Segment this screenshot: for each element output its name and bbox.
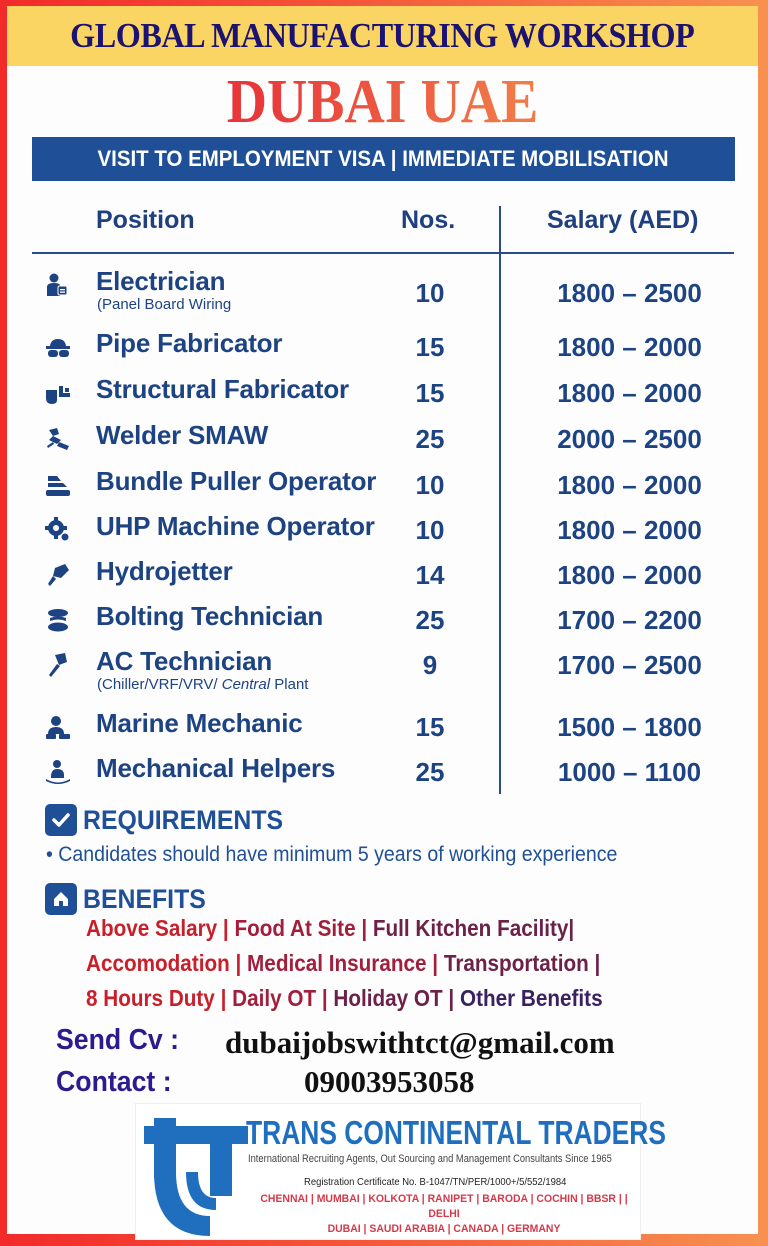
position-salary: 1700 – 2500 bbox=[557, 650, 702, 680]
requirement-item: • Candidates should have minimum 5 years of working experience bbox=[46, 843, 618, 866]
ac-tool-icon bbox=[45, 652, 71, 678]
email-link[interactable]: dubaijobswithtct@gmail.com bbox=[225, 1025, 615, 1060]
position-count: 9 bbox=[422, 650, 438, 680]
position-name: Electrician bbox=[96, 266, 226, 296]
position-count: 10 bbox=[415, 515, 445, 545]
position-name: Pipe Fabricator bbox=[96, 328, 283, 358]
position-name: Marine Mechanic bbox=[96, 708, 303, 738]
note-text: (Chiller/VRF/VRV/ bbox=[97, 676, 222, 693]
table-row bbox=[7, 266, 758, 313]
mechanic-icon bbox=[45, 714, 71, 740]
benefit-item: Accomodation | bbox=[86, 950, 248, 976]
position-count: 15 bbox=[415, 712, 445, 742]
position-count: 25 bbox=[415, 605, 445, 635]
table-row bbox=[7, 466, 758, 506]
pipe-icon bbox=[45, 334, 71, 360]
note-italic-text: Central bbox=[221, 676, 271, 693]
position-name: Hydrojetter bbox=[96, 556, 233, 586]
visa-banner bbox=[32, 137, 735, 181]
benefits-line bbox=[86, 915, 574, 942]
benefit-item: Other Benefits bbox=[459, 985, 603, 1011]
position-name: Bundle Puller Operator bbox=[96, 466, 377, 496]
position-salary: 1800 – 2000 bbox=[557, 332, 702, 362]
benefits-line bbox=[86, 985, 603, 1012]
poster bbox=[7, 6, 758, 1234]
locations-line: CHENNAI | MUMBAI | KOLKOTA | RANIPET | BARODA | COCHIN | BBSR | | DELHI bbox=[260, 1193, 628, 1220]
benefit-item: Medical Insurance | bbox=[247, 950, 444, 976]
table-row bbox=[7, 753, 758, 793]
position-salary: 1800 – 2000 bbox=[557, 560, 702, 590]
position-name: Welder SMAW bbox=[96, 420, 269, 450]
benefit-item: Daily OT | bbox=[232, 985, 334, 1011]
visa-banner-text: VISIT TO EMPLOYMENT VISA | IMMEDIATE MOBILISATION bbox=[97, 146, 670, 171]
position-count: 14 bbox=[415, 560, 445, 590]
position-name: AC Technician bbox=[96, 646, 273, 676]
benefit-item: Full Kitchen Facility| bbox=[372, 915, 575, 941]
position-salary: 1800 – 2000 bbox=[557, 470, 702, 500]
position-count: 25 bbox=[415, 757, 445, 787]
company-logo-icon bbox=[140, 1112, 250, 1240]
position-salary: 2000 – 2500 bbox=[557, 424, 702, 454]
company-tagline: International Recruiting Agents, Out Sourcing and Management Consultants Since 1965 bbox=[248, 1153, 612, 1165]
benefits-line bbox=[86, 950, 600, 977]
send-cv-label: Send Cv : bbox=[56, 1024, 180, 1056]
position-salary: 1500 – 1800 bbox=[557, 712, 702, 742]
structure-icon bbox=[45, 380, 71, 406]
position-salary: 1000 – 1100 bbox=[557, 757, 702, 787]
benefit-item: Above Salary | bbox=[86, 915, 235, 941]
header-divider bbox=[32, 252, 734, 254]
benefits-title: BENEFITS bbox=[83, 883, 206, 914]
company-logo-block bbox=[135, 1103, 666, 1240]
requirements-heading bbox=[45, 804, 301, 836]
benefit-item: Holiday OT | bbox=[333, 985, 460, 1011]
table-row bbox=[7, 511, 758, 551]
checkbox-icon bbox=[45, 804, 77, 836]
helper-icon bbox=[45, 759, 71, 785]
position-count: 15 bbox=[415, 332, 445, 362]
requirements-title: REQUIREMENTS bbox=[83, 804, 284, 835]
position-note: (Panel Board Wiring bbox=[97, 296, 232, 313]
phone-number[interactable]: 09003953058 bbox=[304, 1064, 475, 1099]
note-text: Plant bbox=[270, 676, 309, 693]
column-header-position: Position bbox=[96, 206, 195, 234]
benefits-heading bbox=[45, 883, 217, 915]
table-row bbox=[7, 708, 758, 748]
title-banner bbox=[7, 6, 758, 66]
electrician-icon bbox=[45, 272, 71, 298]
company-locations bbox=[258, 1192, 630, 1237]
contact-label: Contact : bbox=[56, 1066, 172, 1098]
bolt-icon bbox=[45, 607, 71, 633]
column-header-salary: Salary (AED) bbox=[547, 206, 699, 234]
position-name: Structural Fabricator bbox=[96, 374, 349, 404]
table-row bbox=[7, 420, 758, 460]
benefit-item: 8 Hours Duty | bbox=[86, 985, 233, 1011]
table-row bbox=[7, 646, 758, 693]
location-heading: DUBAI UAE bbox=[45, 66, 721, 138]
position-count: 15 bbox=[415, 378, 445, 408]
company-registration: Registration Certificate No. B-1047/TN/PER/1000+/5/552/1984 bbox=[304, 1176, 567, 1188]
table-row bbox=[7, 374, 758, 414]
table-row bbox=[7, 556, 758, 596]
position-name: Bolting Technician bbox=[96, 601, 324, 631]
locations-line: DUBAI | SAUDI ARABIA | CANADA | GERMANY bbox=[327, 1223, 561, 1235]
position-salary: 1700 – 2200 bbox=[557, 605, 702, 635]
benefit-item: Transportation | bbox=[443, 950, 601, 976]
column-header-nos: Nos. bbox=[401, 206, 456, 234]
bundle-puller-icon bbox=[45, 472, 71, 498]
table-row bbox=[7, 328, 758, 368]
table-row bbox=[7, 601, 758, 641]
poster-title: GLOBAL MANUFACTURING WORKSHOP bbox=[70, 16, 695, 55]
position-count: 10 bbox=[415, 278, 445, 308]
welder-icon bbox=[45, 426, 71, 452]
position-count: 10 bbox=[415, 470, 445, 500]
gear-icon bbox=[45, 517, 71, 543]
position-note bbox=[97, 676, 308, 693]
position-name: Mechanical Helpers bbox=[96, 753, 336, 783]
benefit-item: Food At Site | bbox=[234, 915, 373, 941]
position-salary: 1800 – 2000 bbox=[557, 378, 702, 408]
position-name: UHP Machine Operator bbox=[96, 511, 375, 541]
home-icon bbox=[45, 883, 77, 915]
position-salary: 1800 – 2500 bbox=[557, 278, 702, 308]
hydrojet-icon bbox=[45, 562, 71, 588]
position-count: 25 bbox=[415, 424, 445, 454]
position-salary: 1800 – 2000 bbox=[557, 515, 702, 545]
company-name: TRANS CONTINENTAL TRADERS bbox=[246, 1114, 666, 1151]
